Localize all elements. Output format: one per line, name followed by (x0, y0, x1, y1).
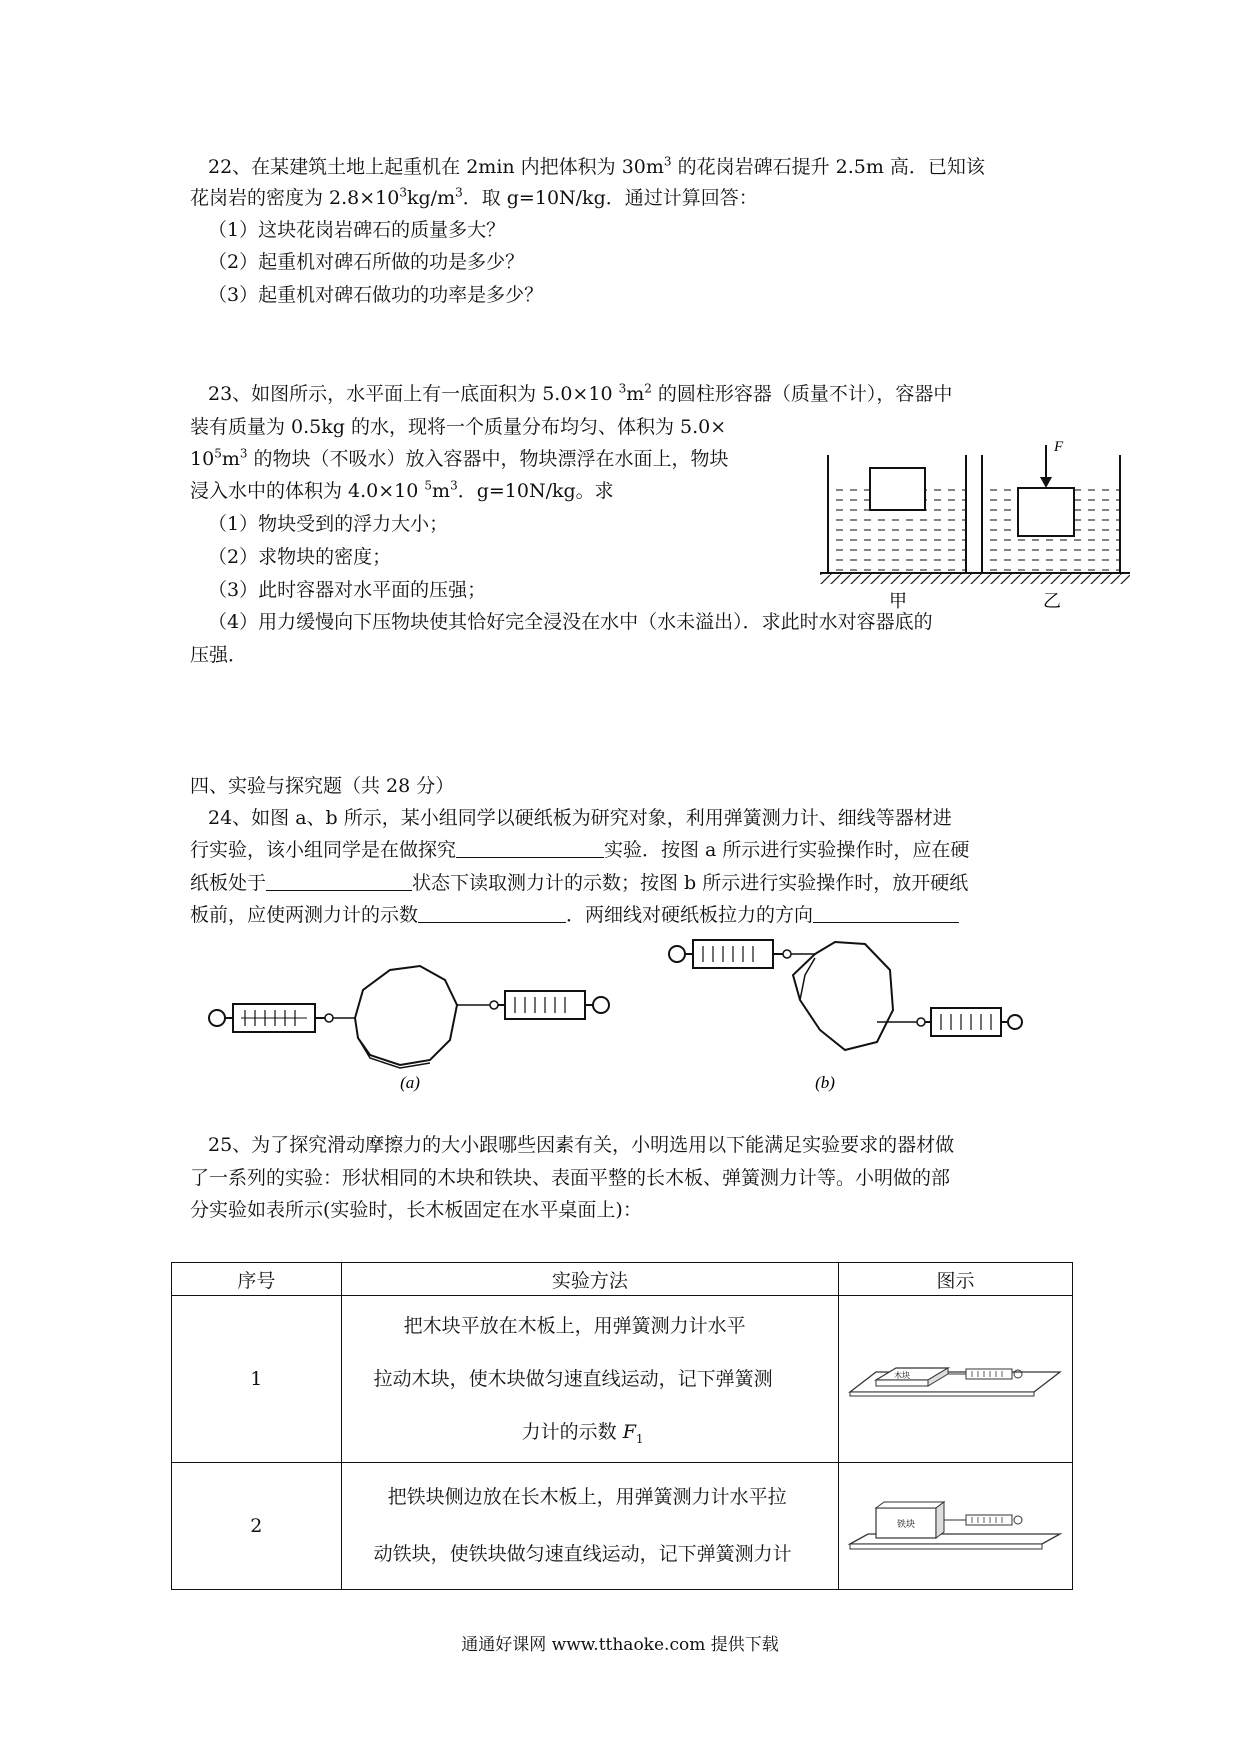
q23-sub1: （1）物块受到的浮力大小； (208, 513, 449, 535)
q22-sub1: （1）这块花岗岩碑石的质量多大？ (208, 219, 506, 241)
section-4-title: 四、实验与探究题（共 28 分） (190, 775, 455, 797)
svg-text:铁块: 铁块 (896, 1519, 916, 1530)
row1-method: 把木块平放在木板上，用弹簧测力计水平 拉动木块，使木块做匀速直线运动，记下弹簧测 力计的示数 $F_1$ (341, 1296, 838, 1463)
q25-line1: 25、为了探究滑动摩擦力的大小跟哪些因素有关，小明选用以下能满足实验要求的器材做 (208, 1134, 955, 1156)
force-label: F (1054, 439, 1064, 455)
container-figure (820, 435, 1130, 610)
q25-line2: 了一系列的实验：形状相同的木块和铁块、表面平整的长木板、弹簧测力计等。小明做的部 (190, 1167, 951, 1189)
q22-sub2: （2）起重机对碑石所做的功是多少？ (208, 251, 525, 273)
cardboard-a (355, 966, 457, 1065)
q22-sub3: （3）起重机对碑石做功的功率是多少？ (208, 284, 544, 306)
figure-b-label: (b) (815, 1073, 835, 1092)
row1-number: 1 (172, 1296, 342, 1463)
spring-scale-left (209, 1004, 333, 1032)
spring-scale-bottom (917, 1008, 1022, 1036)
row2-method: 把铁块侧边放在长木板上，用弹簧测力计水平拉 动铁块，使铁块做匀速直线运动，记下弹簧测力计 (341, 1463, 838, 1590)
q23-line4: 浸入水中的体积为 4.0×10 $^5m^3$．g=10N/kg。求 (190, 478, 614, 502)
row2-illustration (839, 1463, 1073, 1590)
q25-line3: 分实验如表所示(实验时，长木板固定在水平桌面上)： (190, 1199, 642, 1221)
header-number: 序号 (172, 1263, 342, 1296)
answer-blank-2[interactable] (266, 872, 412, 891)
header-method: 实验方法 (341, 1263, 838, 1296)
q24-line1: 24、如图 a、b 所示，某小组同学以硬纸板为研究对象，利用弹簧测力计、细线等器材进 (208, 807, 952, 829)
page-footer: 通通好课网 www.tthaoke.com 提供下载 (461, 1635, 779, 1655)
iron-block-illustration (848, 1494, 1063, 1554)
table-row (172, 1296, 1073, 1463)
spring-scale-top (669, 940, 791, 968)
table-header-row (172, 1263, 1073, 1296)
row1-illustration (839, 1296, 1073, 1463)
q23-line1: 23、如图所示，水平面上有一底面积为 5.0×10 $^3m^2$ 的圆柱形容器（质量不计），容器中 (208, 381, 953, 405)
q24-line4: 板前，应使两测力计的示数 ．两细线对硬纸板拉力的方向 (190, 903, 959, 927)
q24-line3: 纸板处于 状态下读取测力计的示数；按图 b 所示进行实验操作时，放开硬纸 (190, 872, 969, 894)
block-submerged (1018, 488, 1074, 536)
row2-number: 2 (172, 1463, 342, 1590)
label-jia: 甲 (889, 591, 907, 612)
figure-b (665, 930, 1025, 1090)
block-floating (870, 468, 925, 510)
label-yi: 乙 (1043, 591, 1061, 612)
q23-line3: $10^5m^3$ 的物块（不吸水）放入容器中，物块漂浮在水面上，物块 (190, 446, 729, 470)
answer-blank-4[interactable] (813, 904, 959, 923)
figure-a-label: (a) (400, 1073, 420, 1092)
q23-sub4-cont: 压强． (190, 644, 248, 666)
svg-text:木块: 木块 (894, 1370, 910, 1380)
q22-line1: 22、在某建筑土地上起重机在 2min 内把体积为 $30m^3$ 的花岗岩碑石提升 2.5m 高．已知该 (208, 154, 985, 178)
q23-sub2: （2）求物块的密度； (208, 546, 392, 568)
q23-sub4: （4）用力缓慢向下压物块使其恰好完全浸没在水中（水未溢出）．求此时水对容器底的 (208, 611, 933, 633)
answer-blank-1[interactable] (456, 839, 604, 858)
table-row (172, 1463, 1073, 1590)
q24-line2: 行实验，该小组同学是在做探究 实验．按图 a 所示进行实验操作时，应在硬 (190, 839, 970, 861)
wood-block-illustration (848, 1352, 1063, 1402)
cardboard-b (793, 942, 893, 1050)
q22-line2: 花岗岩的密度为 $2.8\times 10^3kg/m^3$．取 g=10N/kg．通过计算回答： (190, 185, 758, 209)
q23-line2: 装有质量为 0.5kg 的水，现将一个质量分布均匀、体积为 5.0× (190, 416, 727, 438)
ground-hatch (820, 574, 1130, 584)
figure-a (205, 960, 615, 1090)
spring-scale-right (490, 991, 609, 1019)
header-illustration: 图示 (839, 1263, 1073, 1296)
experiment-table (171, 1262, 1073, 1590)
answer-blank-3[interactable] (418, 904, 566, 923)
q23-sub3: （3）此时容器对水平面的压强； (208, 579, 487, 601)
